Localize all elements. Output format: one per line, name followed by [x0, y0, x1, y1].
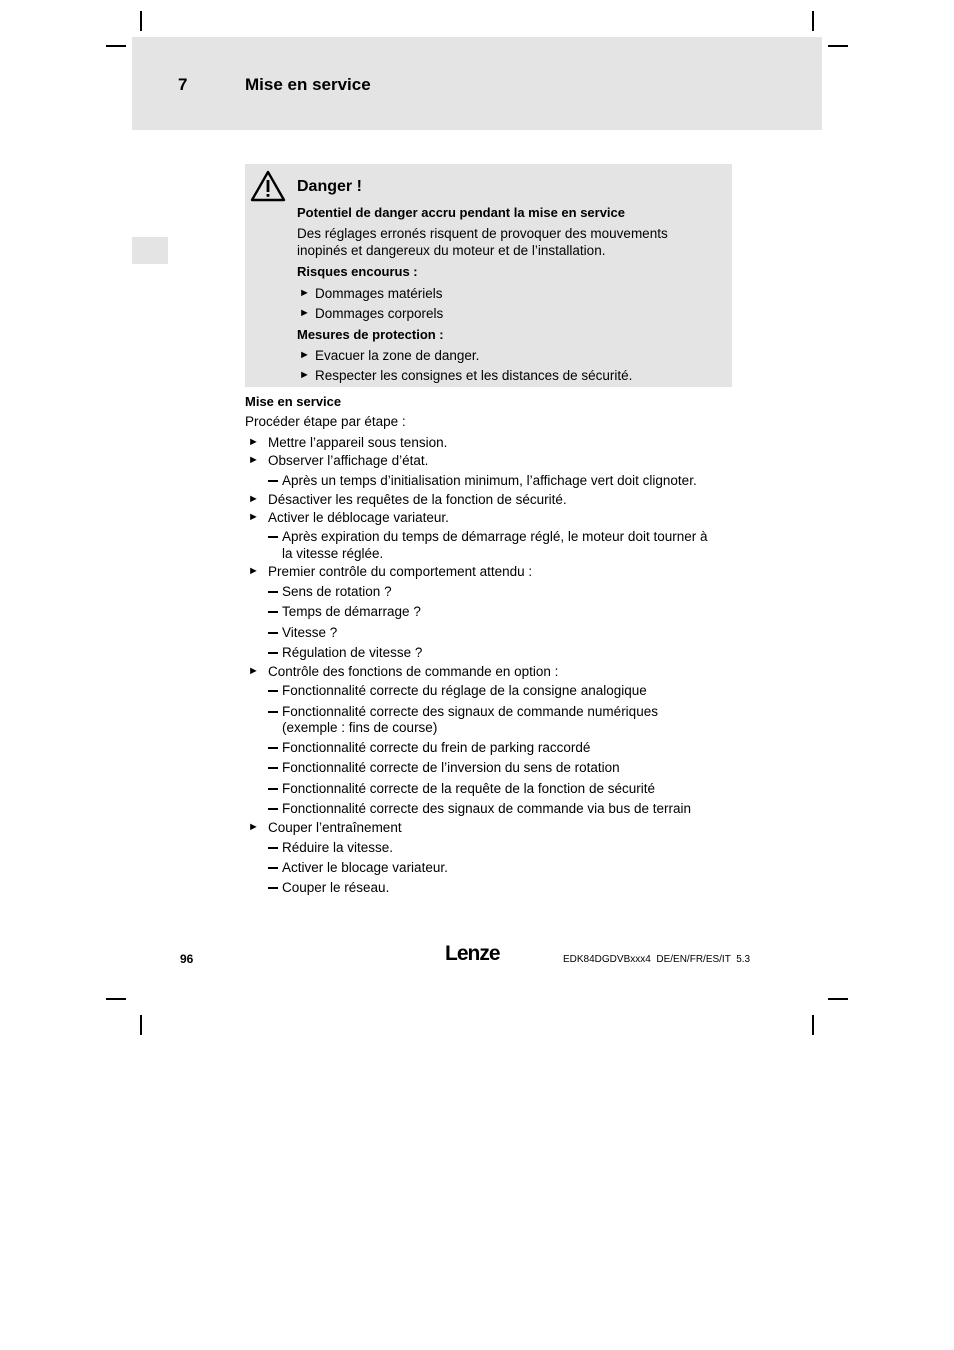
measures-heading: Mesures de protection :: [297, 327, 444, 342]
measure-item: Respecter les consignes et les distances de sécurité.: [315, 368, 633, 383]
bullet-arrow-icon: ►: [299, 307, 310, 319]
dash-bullet: [268, 536, 278, 538]
crop-mark: [812, 11, 814, 31]
dash-bullet: [268, 632, 278, 634]
dash-bullet: [268, 591, 278, 593]
bullet-arrow-icon: ►: [299, 287, 310, 299]
crop-mark: [106, 45, 126, 47]
crop-mark: [140, 1015, 142, 1035]
step-subitem: Après un temps d’initialisation minimum, l’affichage vert doit clignoter.: [282, 473, 697, 488]
step-subitem: Réduire la vitesse.: [282, 840, 394, 855]
risks-heading: Risques encourus :: [297, 264, 418, 279]
danger-description-line: inopinés et dangereux du moteur et de l’installation.: [297, 243, 606, 258]
chapter-number: 7: [178, 75, 188, 94]
page-number: 96: [180, 952, 194, 966]
document-reference: EDK84DGDVBxxx4 DE/EN/FR/ES/IT 5.3: [563, 954, 751, 965]
dash-bullet: [268, 767, 278, 769]
step-subitem: Temps de démarrage ?: [282, 604, 421, 619]
dash-bullet: [268, 611, 278, 613]
bullet-arrow-icon: ►: [248, 821, 259, 833]
step-subitem: Couper le réseau.: [282, 880, 390, 895]
step-subitem: Fonctionnalité correcte des signaux de commande via bus de terrain: [282, 801, 691, 816]
step-subitem: Vitesse ?: [282, 625, 338, 640]
step-subitem: Fonctionnalité correcte des signaux de commande numériques: [282, 704, 658, 719]
section-heading: Mise en service: [245, 394, 342, 409]
step-item: Couper l’entraînement: [268, 820, 402, 835]
danger-title: Danger !: [297, 178, 362, 195]
step-subitem: Fonctionnalité correcte de l’inversion du sens de rotation: [282, 760, 620, 775]
step-subitem: Activer le blocage variateur.: [282, 860, 448, 875]
step-item: Contrôle des fonctions de commande en option :: [268, 664, 559, 679]
dash-bullet: [268, 690, 278, 692]
warning-triangle-icon: [250, 170, 286, 202]
section-intro: Procéder étape par étape :: [245, 414, 406, 429]
measure-item: Evacuer la zone de danger.: [315, 348, 480, 363]
step-subitem: Régulation de vitesse ?: [282, 645, 423, 660]
step-subitem: la vitesse réglée.: [282, 546, 384, 561]
chapter-title: Mise en service: [245, 75, 371, 94]
risk-item: Dommages matériels: [315, 286, 443, 301]
dash-bullet: [268, 867, 278, 869]
dash-bullet: [268, 480, 278, 482]
step-subitem: (exemple : fins de course): [282, 720, 438, 735]
bullet-arrow-icon: ►: [248, 511, 259, 523]
crop-mark: [140, 11, 142, 31]
lenze-logo: Lenze: [445, 942, 500, 965]
dash-bullet: [268, 711, 278, 713]
bullet-arrow-icon: ►: [248, 436, 259, 448]
crop-mark: [828, 45, 848, 47]
dash-bullet: [268, 747, 278, 749]
step-item: Mettre l’appareil sous tension.: [268, 435, 448, 450]
bullet-arrow-icon: ►: [248, 565, 259, 577]
step-item: Premier contrôle du comportement attendu :: [268, 564, 533, 579]
risk-item: Dommages corporels: [315, 306, 444, 321]
step-item: Activer le déblocage variateur.: [268, 510, 449, 525]
bullet-arrow-icon: ►: [248, 665, 259, 677]
crop-mark: [106, 998, 126, 1000]
step-item: Observer l’affichage d’état.: [268, 453, 429, 468]
crop-mark: [828, 998, 848, 1000]
dash-bullet: [268, 887, 278, 889]
bullet-arrow-icon: ►: [299, 369, 310, 381]
step-subitem: Fonctionnalité correcte du frein de parking raccordé: [282, 740, 591, 755]
step-subitem: Fonctionnalité correcte de la requête de la fonction de sécurité: [282, 781, 655, 796]
chapter-header-band: [132, 37, 822, 130]
dash-bullet: [268, 652, 278, 654]
step-subitem: Après expiration du temps de démarrage réglé, le moteur doit tourner à: [282, 529, 708, 544]
bullet-arrow-icon: ►: [248, 493, 259, 505]
crop-mark: [812, 1015, 814, 1035]
step-subitem: Fonctionnalité correcte du réglage de la consigne analogique: [282, 683, 647, 698]
side-tab-marker: [132, 237, 168, 264]
bullet-arrow-icon: ►: [248, 454, 259, 466]
step-item: Désactiver les requêtes de la fonction de sécurité.: [268, 492, 567, 507]
danger-subtitle: Potentiel de danger accru pendant la mise en service: [297, 205, 626, 220]
dash-bullet: [268, 788, 278, 790]
step-subitem: Sens de rotation ?: [282, 584, 392, 599]
dash-bullet: [268, 808, 278, 810]
danger-description-line: Des réglages erronés risquent de provoquer des mouvements: [297, 226, 668, 241]
dash-bullet: [268, 847, 278, 849]
bullet-arrow-icon: ►: [299, 349, 310, 361]
